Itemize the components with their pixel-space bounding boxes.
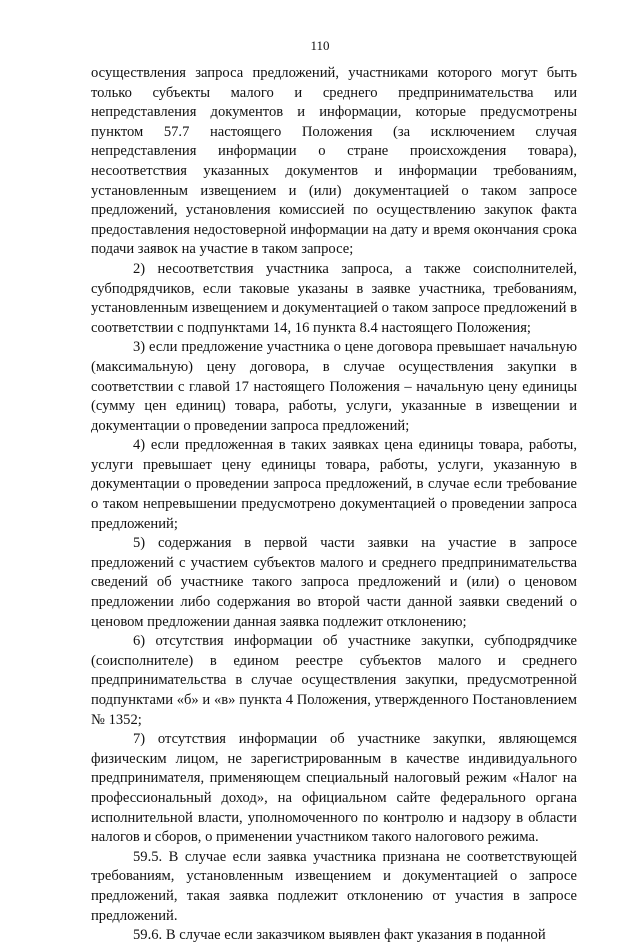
paragraph-item-5: 5) содержания в первой части заявки на участие в запросе предложений с участием субъектов малого и среднего предпринимательства сведений об участнике такого запроса предложений и (или) о ценовом предложении либо содержания во второй части данной заявки сведений о ценовом предложении данная заявка подлежит отклонению; — [91, 535, 577, 630]
paragraph-item-7: 7) отсутствия информации об участнике закупки, являющемся физическим лицом, не зарегистрированным в качестве индивидуального предпринимателя, применяющем специальный налоговый режим «Налог на профессиональный доход», на официальном сайте федерального органа исполнительной власти, уполномоченного по контролю и надзору в области налогов и сборов, о применении участником такого налогового режима. — [91, 731, 577, 846]
paragraph-item-2: 2) несоответствия участника запроса, а также соисполнителей, субподрядчиков, если таковые указаны в заявке участника, требованиям, установленным извещением и документацией о таком запросе предложений в соответствии с подпунктами 14, 16 пункта 8.4 настоящего Положения; — [91, 260, 577, 336]
paragraph-continuation: осуществления запроса предложений, участниками которого могут быть только субъекты малого и среднего предпринимательства или непредставления документов и информации, которые предусмотрены пунктом 57.7 настоящего Положения (за исключением случая непредставления информации о стране происхождения товара), несоответствия указанных документов и информации требованиям, установленным извещением и (или) документацией о таком запросе предложений, установления комиссией по осуществлению закупок факта предоставления недостоверной информации на дату и время окончания срока подачи заявок на участие в таком запросе; — [91, 65, 577, 258]
paragraph-item-6: 6) отсутствия информации об участнике закупки, субподрядчике (соисполнителе) в едином реестре субъектов малого и среднего предпринимательства в случае осуществления закупки, предусмотренной подпунктами «б» и «в» пункта 4 Положения, утвержденного Постановлением № 1352; — [91, 633, 577, 728]
paragraph-item-3: 3) если предложение участника о цене договора превышает начальную (максимальную) цену договора, в случае осуществления закупки в соответствии с главой 17 настоящего Положения – начальную цену единицы (сумму цен единиц) товара, работы, услуги, указанные в извещении и документации о проведении запроса предложений; — [91, 339, 577, 434]
paragraph-59-6: 59.6. В случае если заказчиком выявлен факт указания в поданной — [133, 927, 546, 944]
document-body — [91, 64, 577, 946]
paragraph-item-4: 4) если предложенная в таких заявках цена единицы товара, работы, услуги превышает цену единицы товара, работы, услуги, указанную в документации о проведении запроса предложений, в случае если требование о таком непревышении предусмотрено документацией о проведении запроса предложений; — [91, 437, 577, 532]
page-number: 110 — [310, 38, 330, 53]
paragraph-59-5: 59.5. В случае если заявка участника признана не соответствующей требованиям, установленным извещением и документацией о запросе предложений, такая заявка подлежит отклонению от участия в запросе предложений. — [91, 848, 577, 924]
